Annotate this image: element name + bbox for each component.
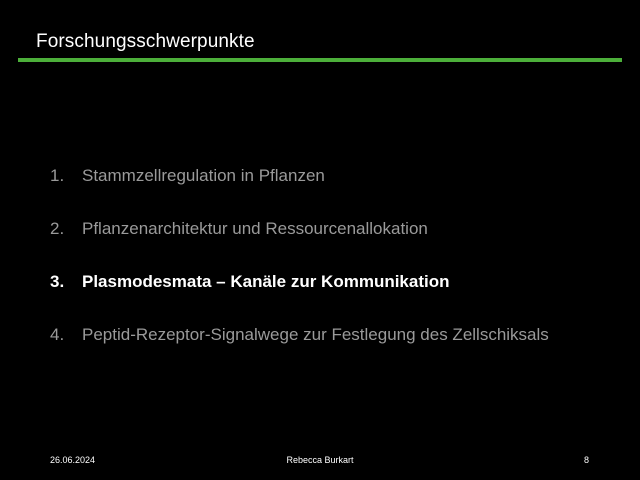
footer-page-number: 8 (584, 455, 590, 465)
research-focus-list (50, 166, 630, 378)
item-label: Peptid-Rezeptor-Signalwege zur Festlegung des Zellschiksals (82, 325, 549, 344)
slide-title: Forschungsschwerpunkte (36, 31, 255, 52)
item-number: 4. (50, 325, 65, 344)
item-label: Stammzellregulation in Pflanzen (82, 166, 325, 185)
list-item-active (50, 272, 630, 325)
item-number: 1. (50, 166, 65, 185)
item-label: Pflanzenarchitektur und Ressourcenallokation (82, 219, 428, 238)
list-item (50, 219, 630, 272)
item-number: 3. (50, 272, 65, 291)
footer-author: Rebecca Burkart (286, 455, 354, 465)
footer-date: 26.06.2024 (50, 455, 96, 465)
title-underline (18, 58, 622, 62)
item-number: 2. (50, 219, 65, 238)
item-label: Plasmodesmata – Kanäle zur Kommunikation (82, 272, 450, 291)
list-item (50, 166, 630, 219)
list-item (50, 325, 630, 378)
